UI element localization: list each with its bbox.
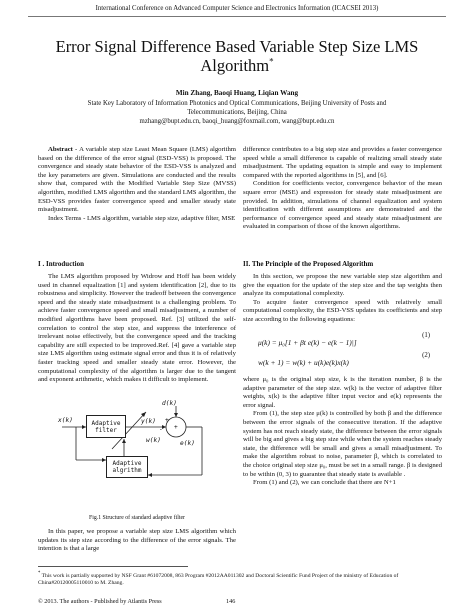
error-label: e(k): [180, 440, 195, 447]
affiliation-line-1: State Key Laboratory of Information Photonics and Optical Communications, Beijing University of Posts and: [87, 100, 387, 107]
title-footnote-mark: *: [269, 56, 274, 67]
right-p2-text: Condition for coefficients vector, convergence behavior of the mean square error (MSE) and expression for steady state misadjustment are provided. In addition, simulations of channel equalization and system identification with different assumptions are demonstrated and the performance of convergence speed and steady state misadjustment are evaluated in comparison of those of the known algorithms.: [243, 180, 442, 231]
conference-header: International Conference on Advanced Computer Science and Electronics Information (ICACSEI 2013): [95, 5, 379, 12]
sec2-p2-text: To acquire faster convergence speed with relatively small computational complexity, the ESD-VSS updates its coefficients and step size according to the following equations:: [243, 298, 442, 323]
abstract-text: - A variable step size Least Mean Square (LMS) algorithm based on the difference of the error signal (ESD-VSS) is proposed. The convergence and steady state behavior of the ESD-VSS is analyzed and the key parameters are given. Simulations are conducted and the results show that, compared with the Modified Variable Step Size (MVSS) algorithm, modified LMS algorithm and the standard LMS algorithm, the ESD-VSS provides faster convergence speed and smaller steady state misadjustment.: [38, 146, 236, 214]
sec2-p5-text: From (1) and (2), we can conclude that there are N+1: [253, 479, 396, 487]
adaptive-filter-diagram: [52, 404, 222, 499]
adaptive-filter-block: [86, 415, 126, 438]
summer-sum-sign: +: [174, 424, 178, 431]
sec2-p4-text: From (1), the step size μ(k) is controlled by both β and the difference between the error signals of the consecutive iteration. If the adaptive system has not reach steady state, the difference between the error signals will be big and gives a big step size while when the system reaches steady state, the difference will be small and gives a small misadjustment. To make the algorithm robust to noise, parameter β, which is correlated to the choice original step size μ₀, must be set in a small range. β is designed to be within (0, 3) to guarantee that steady state is available .: [243, 410, 442, 478]
intro-p1-text: The LMS algorithm proposed by Widrow and Hoff has been widely used in channel equalization [1] and system identification [2], due to its robustness and simplicity. However the tradeoff between the convergence speed and the steady state misadjustment is a challenging problem. To achieve faster convergence speed and small misadjustment, a number of modified algorithms have been proposed. Ref. [3] utilized the self-correlation to control the step size, and suppress the interference of irrelevant noise effectively, but the convergence speed and the tracking capability are still expected to be improved.Ref. [4] gave a variable step size LMS algorithm using estimate signal error and thus it is of relatively faster tracking speed and smaller steady state error. However, the computational complexity of the algorithm is larger due to the tangent and exponent arithmetic, which makes it difficult to implement.: [38, 273, 236, 384]
intro-p2-text: In this paper, we propose a variable step size LMS algorithm which updates its step size according to the difference of the error signals. The intention is that a large: [38, 528, 236, 553]
intro-heading: I . Introduction: [38, 260, 84, 268]
header-rule: [28, 16, 446, 17]
affiliation: [40, 100, 434, 126]
paper-title: [20, 37, 454, 75]
error-feedback-arrowhead: [148, 473, 152, 477]
intro-paragraph-1: [38, 273, 236, 385]
title-line-1: Error Signal Difference Based Variable Step Size LMS: [55, 37, 419, 56]
summer-plus-sign: +: [165, 417, 169, 424]
copyright-line: © 2013. The authors - Published by Atlantis Press: [38, 598, 162, 605]
footnote-rule: [38, 566, 188, 567]
footnote-text: This work is partially supported by NSF Grant #61072008, 863 Program #2012AA011302 and Doctoral Scientific Fund Project of the ministry of Education of China#20120005110010 to M. Zhang.: [38, 572, 399, 586]
right-p1-text: difference contributes to a big step size and provides a faster convergence speed while a small difference is capable of realizing small steady state misadjustment. The updating equation is simple and easy to implement compared with the reported algorithms in [5], and [6].: [243, 146, 442, 179]
authors: Min Zhang, Baoqi Huang, Liqian Wang: [175, 89, 299, 97]
page-number: 146: [226, 598, 236, 605]
equation-1-body: μ(k) = μ₀[1 + βt e(k) − e(k − 1)|]: [258, 338, 357, 347]
input-label: x(k): [58, 417, 73, 424]
section-2-heading: II. The Principle of the Proposed Algorithm: [243, 260, 374, 268]
title-line-2: [20, 56, 454, 75]
equation-2-number: (2): [422, 352, 430, 359]
index-terms: Index Terms - LMS algorithm, variable step size, adaptive filter, MSE: [48, 214, 236, 222]
footnote: [38, 570, 438, 587]
intro-paragraph-2: [38, 528, 236, 554]
weights-label: w(k): [146, 437, 161, 444]
adaptive-algorithm-block: [106, 456, 148, 478]
sec2-p1-text: In this section, we propose the new variable step size algorithm and give the equation for the update of the step size and the tap weights then analyze its computational complexity.: [243, 273, 442, 298]
footnote-mark: *: [38, 571, 41, 576]
equation-1: [258, 332, 442, 350]
summer-minus-sign: -: [159, 426, 163, 433]
adaptive-filter-label: Adaptive filter: [91, 419, 121, 434]
figure-caption: Fig.1 Structure of standard adaptive filter: [89, 515, 185, 521]
title-line-2-text: Algorithm: [200, 56, 270, 75]
desired-arrowhead: [174, 413, 178, 417]
equation-1-number: (1): [422, 332, 430, 339]
right-column-intro: [243, 146, 442, 232]
equation-2-body: w(k + 1) = w(k) + u(k)e(k)x(k): [258, 358, 349, 367]
equation-2: [258, 352, 442, 370]
adaptive-algorithm-label: Adaptive algrithm: [112, 460, 142, 474]
sec2-p3-text: where μ₀ is the original step size, k is the iteration number, β is the adaptive parameter of the step size. w(k) is the vector of adaptive filter weights, x(k) is the adaptive filter input vector and e(k) represents the error signal.: [243, 376, 442, 409]
abstract-label: Abstract: [48, 146, 73, 153]
author-emails: mzhang@bupt.edu.cn, baoqi_huang@foxmail.com, wang@bupt.edu.cn: [139, 117, 335, 125]
section-2-body-continued: [243, 376, 442, 488]
weight-arrowhead: [122, 439, 126, 443]
output-label: y(k): [141, 418, 156, 425]
affiliation-line-2: Telecommunications, Beijing, China: [187, 108, 287, 116]
abstract-paragraph: [38, 146, 236, 215]
desired-label: d(k): [162, 400, 177, 407]
abstract: [38, 146, 236, 223]
section-2-body: [243, 273, 442, 325]
